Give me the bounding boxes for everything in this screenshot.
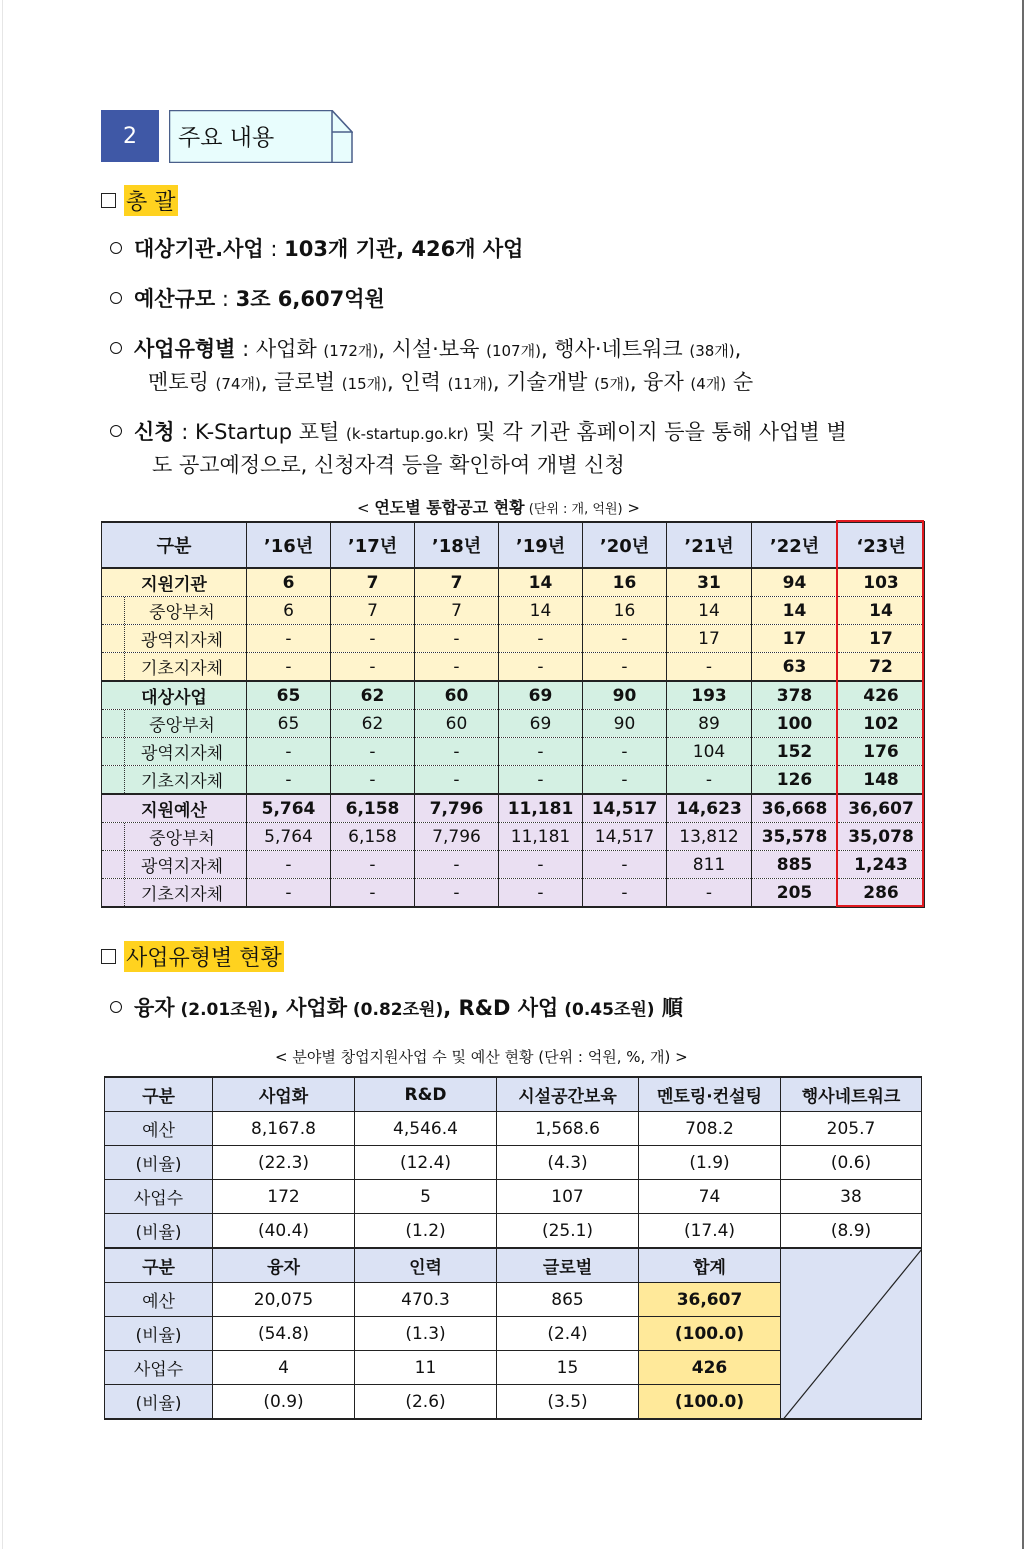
table-header-row [105,1248,922,1283]
bullet-top-types [110,992,683,1026]
row-label-text: 중앙부처 [149,829,215,849]
column-header: 합계 [639,1248,781,1283]
table-cell: 152 [752,738,838,766]
bullet-text: , 인력 [387,370,448,394]
table-cell: 865 [497,1283,639,1317]
caption-bracket: < [357,499,375,517]
bullet-text-line1 [256,337,741,361]
column-header-year: ’16년 [247,522,331,568]
table-header-row [102,522,925,568]
table-row [102,823,925,851]
bullet-text: 3조 6,607억원 [235,287,385,311]
row-label: (비율) [105,1385,213,1420]
bullet-separator: : [263,237,285,261]
table-cell: - [331,738,415,766]
field-budget-table [104,1076,922,1420]
bullet-separator: : [215,287,236,311]
table-cell: 17 [667,625,752,653]
table-cell: 90 [583,710,667,738]
table-cell: 72 [838,653,925,682]
total-cell: (100.0) [639,1385,781,1420]
table-cell: 4,546.4 [355,1112,497,1146]
table-cell: 14 [838,597,925,625]
column-header: 글로벌 [497,1248,639,1283]
table-cell: (0.6) [781,1146,922,1180]
table-cell: - [415,851,499,879]
bullet-targets [110,233,523,265]
bullet-text: 및 각 기관 홈페이지 등을 통해 사업별 별 [468,420,847,444]
table-cell: 100 [752,710,838,738]
table-cell: (25.1) [497,1214,639,1249]
table-cell: - [583,766,667,795]
summary-heading [101,185,178,216]
table-cell: 89 [667,710,752,738]
row-label-text: 광역지자체 [140,744,224,764]
table-cell: - [583,653,667,682]
section-number: 2 [101,110,159,162]
table-cell: 286 [838,879,925,908]
table-row [105,1180,922,1214]
total-cell: (100.0) [639,1317,781,1351]
table-cell: - [499,625,583,653]
portal-url: (k-startup.go.kr) [346,425,469,443]
table-cell: 11,181 [499,794,583,823]
table-cell: 193 [667,681,752,710]
total-cell: 426 [639,1351,781,1385]
table-row-total [102,568,925,597]
types-heading [101,941,284,972]
table-cell: 90 [583,681,667,710]
table-cell: - [499,738,583,766]
yearly-announcement-table [101,521,925,908]
bullet-label: 대상기관.사업 [134,237,264,261]
bullet-label: 사업유형별 [134,337,236,361]
table-cell: 426 [838,681,925,710]
table-cell: 62 [331,710,415,738]
row-label: (비율) [105,1317,213,1351]
table-row [102,766,925,795]
bullet-text: , 시설·보육 [378,337,487,361]
table-cell: - [415,625,499,653]
page-edge [1022,0,1024,1549]
table-cell: - [247,625,331,653]
table-cell: 5,764 [247,823,331,851]
column-header: 멘토링·컨설팅 [639,1077,781,1112]
bullet-types [110,333,741,367]
circle-bullet-icon [110,292,122,304]
row-label [102,625,247,653]
table-row [102,710,925,738]
table-cell: 16 [583,568,667,597]
table-cell: 35,078 [838,823,925,851]
bullet-count: (4개) [690,375,727,393]
row-label-text: 중앙부처 [149,716,215,736]
row-label [102,653,247,682]
table-cell: 14 [499,568,583,597]
column-header: R&D [355,1077,497,1112]
row-label: 예산 [105,1112,213,1146]
table-cell: - [415,738,499,766]
table-cell: 20,075 [213,1283,355,1317]
column-header-year: ’22년 [752,522,838,568]
circle-bullet-icon [110,1001,122,1013]
table-cell: 63 [752,653,838,682]
column-header: 시설공간보육 [497,1077,639,1112]
column-header: 구분 [105,1077,213,1112]
table-cell: 205 [752,879,838,908]
table-cell: - [247,653,331,682]
row-label [102,597,247,625]
table-cell: 11 [355,1351,497,1385]
column-header: 구분 [105,1248,213,1283]
table-cell: 31 [667,568,752,597]
table-row [102,653,925,682]
table-cell: (2.6) [355,1385,497,1420]
table-cell: 811 [667,851,752,879]
table-row [102,879,925,908]
bullet-separator: : [235,337,256,361]
bullet-text-line2: 도 공고예정으로, 신청자격 등을 확인하여 개별 신청 [152,453,625,477]
table-cell: 14 [752,597,838,625]
table-cell: 7,796 [415,794,499,823]
table-cell: 38 [781,1180,922,1214]
table-cell: 103 [838,568,925,597]
row-label: 예산 [105,1283,213,1317]
table-cell: 885 [752,851,838,879]
row-label [102,879,247,908]
bullet-text: 멘토링 [148,370,216,394]
table-cell: (4.3) [497,1146,639,1180]
bullet-count: (74개) [215,375,261,393]
bullet-suffix: 順 [654,996,683,1020]
table-cell: 6 [247,568,331,597]
table-cell: - [415,766,499,795]
table-cell: 69 [499,681,583,710]
table-cell: (12.4) [355,1146,497,1180]
column-header-year: ‘23년 [838,522,925,568]
caption-bracket: > [622,499,640,517]
diagonal-line [781,1249,922,1419]
page-edge [2,0,3,1549]
bullet-text: 103개 기관, 426개 사업 [284,237,524,261]
bullet-text: , 기술개발 [492,370,595,394]
bullet-text: , 융자 [629,370,691,394]
table-cell: 4 [213,1351,355,1385]
table-cell: - [499,851,583,879]
section-title: 주요 내용 [178,125,275,151]
table-cell: 7 [331,597,415,625]
table-cell: - [583,738,667,766]
table-cell: 74 [639,1180,781,1214]
table-cell: 7 [331,568,415,597]
column-header-year: ’21년 [667,522,752,568]
bullet-text: 사업화 [255,337,324,361]
table-cell: 126 [752,766,838,795]
table-cell: 17 [752,625,838,653]
column-header-year: ’18년 [415,522,499,568]
bullet-amount: (2.01조원) [174,1000,271,1020]
table-row [102,625,925,653]
section-title-box [169,110,352,162]
row-label-text: 기초지자체 [140,885,224,905]
table-row [105,1146,922,1180]
table-cell: 17 [838,625,925,653]
row-label: 지원예산 [102,794,247,823]
table-row-total [102,681,925,710]
row-label [102,766,247,795]
circle-bullet-icon [110,425,122,437]
column-header: 사업화 [213,1077,355,1112]
table-cell: - [499,653,583,682]
bullet-amount: (0.82조원) [346,1000,444,1020]
table-cell: (1.9) [639,1146,781,1180]
table-cell: (2.4) [497,1317,639,1351]
table-cell: - [583,625,667,653]
checkbox-icon [101,949,116,964]
bullet-text: K-Startup 포털 [195,420,347,444]
row-label [102,710,247,738]
caption-unit: (단위 : 개, 억원) [524,502,623,517]
bullet-count: (11개) [447,375,493,393]
table-cell: 470.3 [355,1283,497,1317]
table-cell: - [583,851,667,879]
table-cell: 6,158 [331,794,415,823]
row-label [102,851,247,879]
table-cell: - [247,851,331,879]
total-cell: 36,607 [639,1283,781,1317]
caption-title: 연도별 통합공고 현황 [374,498,525,517]
bullet-apply [110,416,847,450]
row-label: 지원기관 [102,568,247,597]
table-cell: 5 [355,1180,497,1214]
table-cell: 104 [667,738,752,766]
table-cell: - [247,738,331,766]
checkbox-icon [101,193,116,208]
table-cell: - [583,879,667,908]
bullet-separator: : [174,420,196,444]
table-cell: - [331,653,415,682]
table-cell: 6,158 [331,823,415,851]
table-cell: 7 [415,597,499,625]
table-cell: 69 [499,710,583,738]
row-label: 사업수 [105,1351,213,1385]
table-cell: - [415,653,499,682]
bullet-label: 예산규모 [134,287,216,311]
column-header: 융자 [213,1248,355,1283]
table-cell: 708.2 [639,1112,781,1146]
bullet-count: (107개) [486,342,541,360]
row-label [102,738,247,766]
table-cell: - [247,766,331,795]
row-label: 사업수 [105,1180,213,1214]
row-label-text: 기초지자체 [140,772,224,792]
bullet-count: (5개) [594,375,630,393]
table-cell: 65 [247,710,331,738]
bullet-count: (172개) [323,342,379,360]
table-cell: 102 [838,710,925,738]
table-cell: - [331,851,415,879]
table-cell: 94 [752,568,838,597]
row-label: (비율) [105,1214,213,1249]
table-cell: - [667,766,752,795]
bullet-text-line2 [148,366,753,400]
table-row [102,738,925,766]
table-row [102,851,925,879]
table-header-row [105,1077,922,1112]
table-row [102,597,925,625]
column-header-category: 구분 [102,522,247,568]
table-cell: 62 [331,681,415,710]
circle-bullet-icon [110,242,122,254]
table-cell: (22.3) [213,1146,355,1180]
table-cell: 65 [247,681,331,710]
bullet-label: 융자 [134,996,175,1020]
types-heading-text: 사업유형별 현황 [124,941,284,972]
table-cell: (40.4) [213,1214,355,1249]
bullet-label: , R&D 사업 [443,996,559,1020]
table1-caption [357,495,640,518]
table-cell: 14,623 [667,794,752,823]
bullet-label: 신청 [134,420,175,444]
table-row [105,1214,922,1249]
table-cell: 14 [499,597,583,625]
table-cell: 205.7 [781,1112,922,1146]
table-cell: 1,243 [838,851,925,879]
table-cell: 172 [213,1180,355,1214]
row-label-text: 광역지자체 [140,857,224,877]
column-header-year: ’19년 [499,522,583,568]
table-cell: 6 [247,597,331,625]
table-cell: (8.9) [781,1214,922,1249]
column-header-year: ’17년 [331,522,415,568]
table-cell: 14,517 [583,823,667,851]
table-cell: (54.8) [213,1317,355,1351]
bullet-budget [110,283,385,315]
table-cell: - [667,653,752,682]
circle-bullet-icon [110,342,122,354]
table-cell: (3.5) [497,1385,639,1420]
table-cell: 378 [752,681,838,710]
table-cell: 7,796 [415,823,499,851]
row-label: (비율) [105,1146,213,1180]
table-cell: 36,607 [838,794,925,823]
table-cell: 13,812 [667,823,752,851]
bullet-text: 순 [726,370,754,394]
table-cell: (1.2) [355,1214,497,1249]
column-header: 인력 [355,1248,497,1283]
table-cell: - [499,766,583,795]
table-cell: 16 [583,597,667,625]
row-label [102,823,247,851]
table-cell: (17.4) [639,1214,781,1249]
bullet-amount: (0.45조원) [558,1000,655,1020]
table-cell: 14,517 [583,794,667,823]
table-cell: 107 [497,1180,639,1214]
table-cell: 35,578 [752,823,838,851]
table-cell: 8,167.8 [213,1112,355,1146]
column-header-year: ’20년 [583,522,667,568]
row-label-text: 중앙부처 [149,603,215,623]
row-label-text: 광역지자체 [140,631,224,651]
bullet-count: (15개) [341,375,387,393]
column-header: 행사네트워크 [781,1077,922,1112]
table-cell: 36,668 [752,794,838,823]
table2-caption: < 분야별 창업지원사업 수 및 예산 현황 (단위 : 억원, %, 개) > [275,1048,688,1066]
table-cell: 148 [838,766,925,795]
bullet-text: , 글로벌 [260,370,342,394]
row-label-text: 기초지자체 [140,659,224,679]
table-row-total [102,794,925,823]
table-cell: - [667,879,752,908]
table-cell: - [499,879,583,908]
table-cell: 176 [838,738,925,766]
bullet-text: , 행사·네트워크 [540,337,690,361]
table-cell: 60 [415,710,499,738]
table-cell: - [331,625,415,653]
table-cell: 14 [667,597,752,625]
table-cell: 1,568.6 [497,1112,639,1146]
bullet-text: , [734,337,742,361]
table-cell: 11,181 [499,823,583,851]
table-cell: 15 [497,1351,639,1385]
summary-heading-text: 총 괄 [124,185,178,216]
bullet-count: (38개) [689,342,735,360]
empty-diagonal-cell [781,1248,922,1419]
bullet-label: , 사업화 [270,996,347,1020]
table-cell: 60 [415,681,499,710]
table-cell: - [247,879,331,908]
table-cell: 7 [415,568,499,597]
row-label: 대상사업 [102,681,247,710]
table-cell: (1.3) [355,1317,497,1351]
table-cell: (0.9) [213,1385,355,1420]
table-cell: - [331,879,415,908]
table-cell: - [331,766,415,795]
table-row [105,1112,922,1146]
table-cell: - [415,879,499,908]
table-cell: 5,764 [247,794,331,823]
